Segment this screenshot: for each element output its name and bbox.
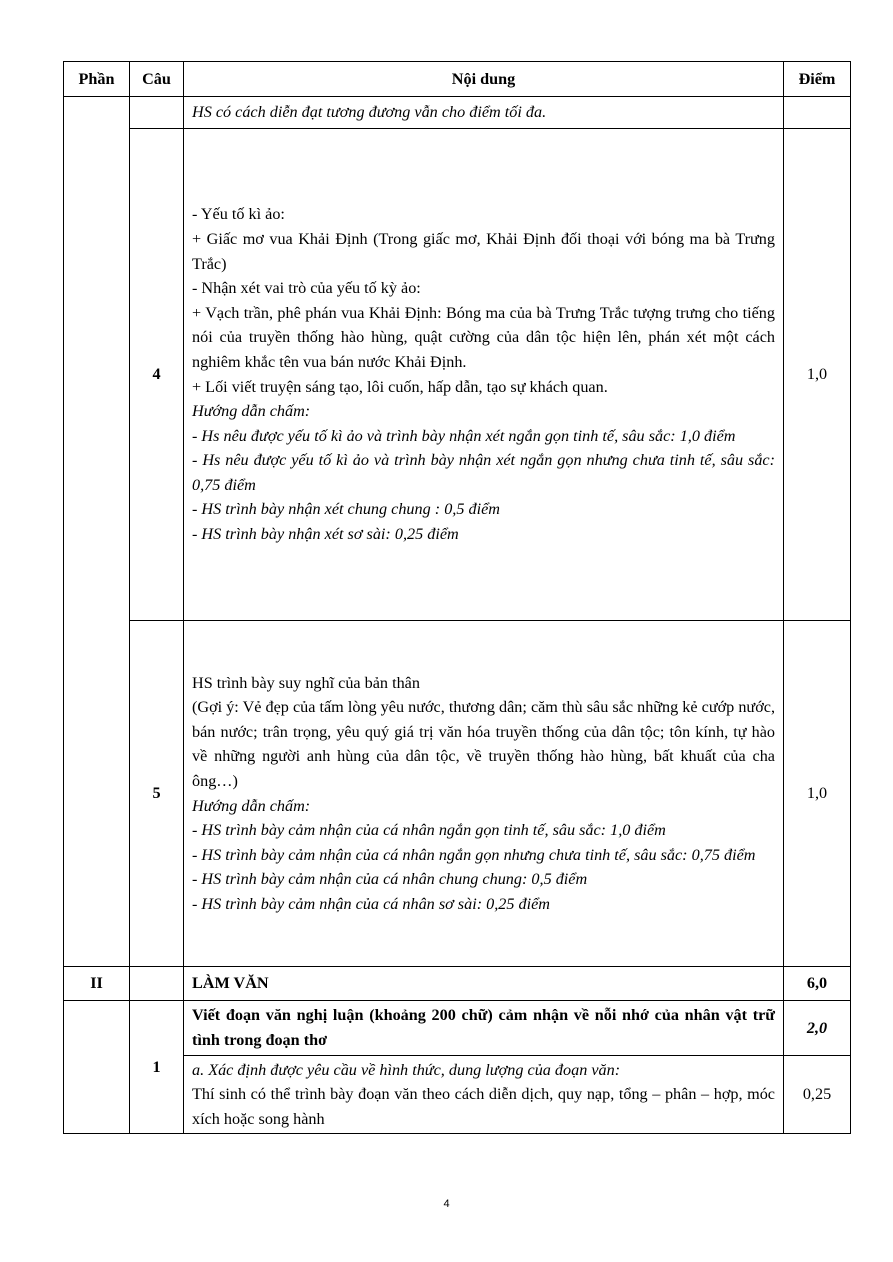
essay-heading-score: 2,0 bbox=[784, 1001, 851, 1056]
header-cau: Câu bbox=[130, 62, 184, 97]
phan-cell-empty bbox=[64, 1001, 130, 1134]
guide-line: - Hs nêu được yếu tố kì ảo và trình bày nhận xét ngắn gọn tinh tế, sâu sắc: 1,0 điểm bbox=[192, 426, 736, 445]
guide-line: - HS trình bày cảm nhận của cá nhân chung chung: 0,5 điểm bbox=[192, 870, 588, 889]
guide-line: - HS trình bày cảm nhận của cá nhân sơ sài: 0,25 điểm bbox=[192, 894, 550, 913]
part-number: II bbox=[64, 967, 130, 1001]
page-number: 4 bbox=[443, 1198, 450, 1210]
header-noi-dung: Nội dung bbox=[184, 62, 784, 97]
requirement-a-score: 0,25 bbox=[784, 1056, 851, 1134]
note-text: HS có cách diễn đạt tương đương vẫn cho điểm tối đa. bbox=[192, 103, 547, 122]
question-number: 1 bbox=[130, 1001, 184, 1134]
guide-line: - HS trình bày nhận xét sơ sài: 0,25 điểm bbox=[192, 525, 459, 544]
question-4-content bbox=[184, 129, 784, 621]
question-5-content bbox=[184, 621, 784, 967]
header-phan: Phần bbox=[64, 62, 130, 97]
essay-heading-cell bbox=[184, 1001, 784, 1056]
requirement-a-title: a. Xác định được yêu cầu về hình thức, dung lượng của đoạn văn: bbox=[192, 1060, 621, 1079]
table-header-row bbox=[64, 62, 851, 97]
phan-cell-empty bbox=[64, 97, 130, 967]
question-score: 1,0 bbox=[784, 129, 851, 621]
answer-line: + Lối viết truyện sáng tạo, lôi cuốn, hấp dẫn, tạo sự khách quan. bbox=[192, 377, 608, 396]
table-row bbox=[64, 129, 851, 621]
table-row bbox=[64, 97, 851, 129]
guide-line: - Hs nêu được yếu tố kì ảo và trình bày nhận xét ngắn gọn nhưng chưa tinh tế, sâu sắc: 0,75 điểm bbox=[192, 451, 775, 494]
requirement-a-text: Thí sinh có thể trình bày đoạn văn theo cách diễn dịch, quy nạp, tổng – phân – hợp, móc xích hoặc song hành bbox=[192, 1085, 775, 1128]
header-diem: Điểm bbox=[784, 62, 851, 97]
part-title: LÀM VĂN bbox=[184, 967, 784, 1001]
guide-line: - HS trình bày cảm nhận của cá nhân ngắn gọn tinh tế, sâu sắc: 1,0 điểm bbox=[192, 821, 666, 840]
answer-line: (Gợi ý: Vẻ đẹp của tấm lòng yêu nước, thương dân; căm thù sâu sắc những kẻ cướp nước, bán nước; trân trọng, yêu quý giá trị văn hóa truyền thống của dân tộc; tôn kính, tự hào về những người anh hùng của dân tộc, về truyền thống hào hùng, bất khuất của cha ông…) bbox=[192, 698, 775, 790]
answer-line: - Nhận xét vai trò của yếu tố kỳ ảo: bbox=[192, 279, 421, 298]
score-cell-empty bbox=[784, 97, 851, 129]
requirement-a-cell bbox=[184, 1056, 784, 1134]
question-number: 4 bbox=[130, 129, 184, 621]
table-row bbox=[64, 621, 851, 967]
answer-line: + Giấc mơ vua Khải Định (Trong giấc mơ, Khải Định đối thoại với bóng ma bà Trưng Trắc) bbox=[192, 229, 775, 273]
table-row bbox=[64, 1001, 851, 1056]
answer-line: HS trình bày suy nghĩ của bản thân bbox=[192, 673, 420, 692]
guide-title: Hướng dẫn chấm: bbox=[192, 796, 311, 815]
answer-line: + Vạch trần, phê phán vua Khải Định: Bóng ma của bà Trưng Trắc tượng trưng cho tiếng nói của truyền thống hào hùng, quật cường của dân tộc hiện lên, phán xét một cách nghiêm khắc tên vua bán nước Khải Định. bbox=[192, 303, 775, 371]
cau-cell-empty bbox=[130, 97, 184, 129]
cau-cell-empty bbox=[130, 967, 184, 1001]
guide-title: Hướng dẫn chấm: bbox=[192, 402, 311, 421]
table-row bbox=[64, 967, 851, 1001]
essay-heading: Viết đoạn văn nghị luận (khoảng 200 chữ) cảm nhận về nỗi nhớ của nhân vật trữ tình trong đoạn thơ bbox=[192, 1006, 775, 1049]
note-cell bbox=[184, 97, 784, 129]
grading-table bbox=[63, 61, 851, 1134]
answer-line: - Yếu tố kì ảo: bbox=[192, 205, 285, 224]
part-score: 6,0 bbox=[784, 967, 851, 1001]
guide-line: - HS trình bày cảm nhận của cá nhân ngắn gọn nhưng chưa tinh tế, sâu sắc: 0,75 điểm bbox=[192, 845, 756, 864]
guide-line: - HS trình bày nhận xét chung chung : 0,5 điểm bbox=[192, 500, 500, 519]
question-score: 1,0 bbox=[784, 621, 851, 967]
question-number: 5 bbox=[130, 621, 184, 967]
